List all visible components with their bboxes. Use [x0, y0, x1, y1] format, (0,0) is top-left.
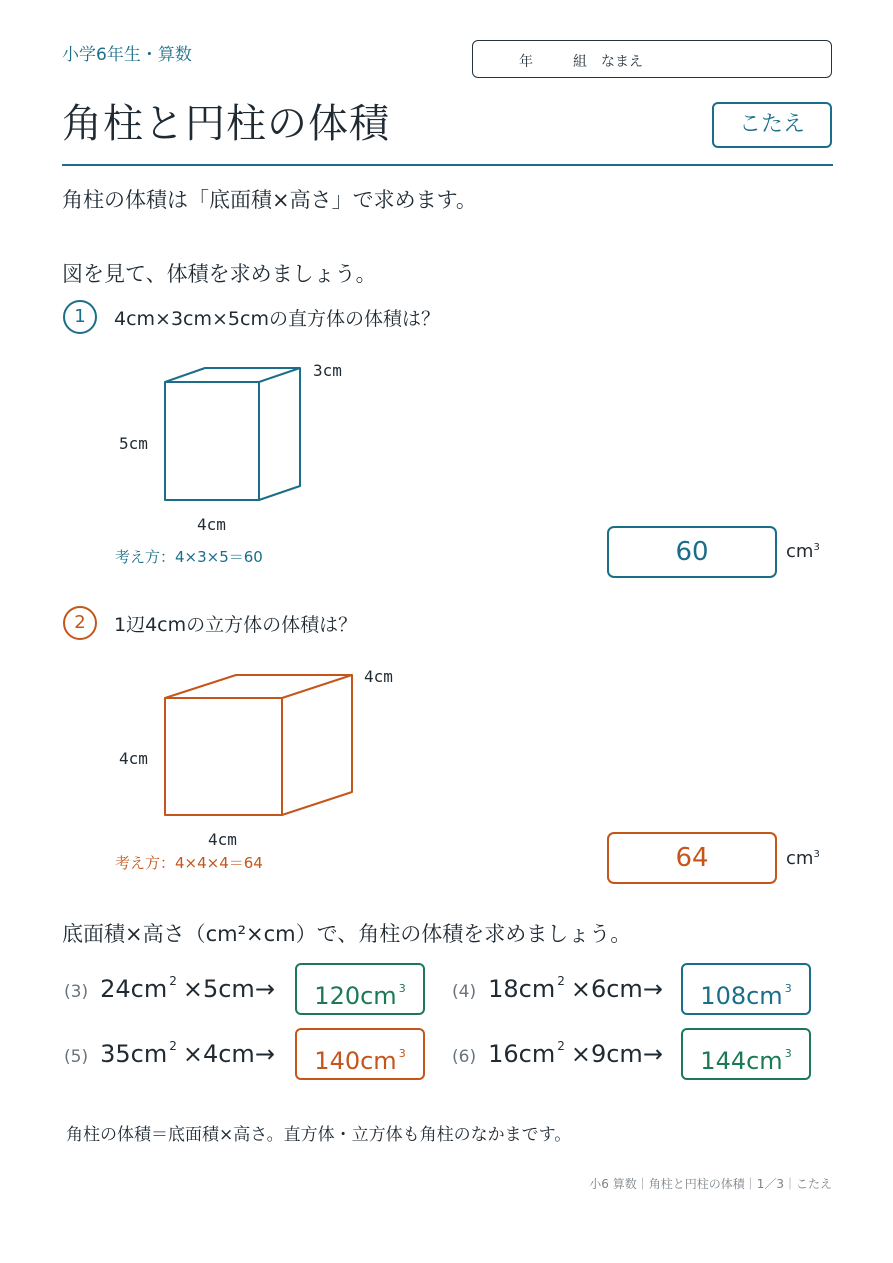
name-label: なまえ [601, 54, 643, 70]
problem-3: (3) 24cm $^2$ ×5cm→ [64, 974, 275, 1003]
summary-note: 角柱の体積＝底面積×高さ。直方体・立方体も角柱のなかまです。 [66, 1125, 572, 1145]
cuboid-figure [150, 360, 320, 510]
page-title: 角柱と円柱の体積 [62, 101, 390, 147]
cube-side-face [282, 675, 352, 815]
problem-5: (5) 35cm $^2$ ×4cm→ [64, 1039, 275, 1068]
cuboid-width-label: 4cm [197, 515, 226, 534]
problem-6-number: (6) [452, 1047, 477, 1067]
cube-depth-label: 4cm [364, 667, 393, 686]
cuboid-front-face [165, 382, 259, 500]
question-1-unit: $cm^3$ [786, 541, 820, 562]
problem-4-answer-box[interactable]: 108cm $^3$ [681, 963, 811, 1015]
question-1-number: 1 [63, 300, 97, 334]
problem-4-number: (4) [452, 982, 477, 1002]
problem-3-answer-box[interactable]: 120cm $^3$ [295, 963, 425, 1015]
name-box[interactable] [472, 40, 832, 78]
cube-front-face [165, 698, 282, 815]
cuboid-depth-label: 3cm [313, 361, 342, 380]
cuboid-top-face [165, 368, 300, 382]
problem-5-number: (5) [64, 1047, 89, 1067]
question-2-text: 1辺4cmの立方体の体積は？ [114, 614, 358, 636]
question-2-answer-box[interactable]: 64 [607, 832, 777, 884]
title-divider [62, 164, 833, 166]
problem-6: (6) 16cm $^2$ ×9cm→ [452, 1039, 663, 1068]
question-1-text: 4cm×3cm×5cmの直方体の体積は？ [114, 308, 440, 330]
question-2-method: 考え方：4×4×4＝64 [115, 854, 263, 872]
year-label: 年 [519, 54, 533, 70]
cuboid-side-face [259, 368, 300, 500]
problem-4: (4) 18cm $^2$ ×6cm→ [452, 974, 663, 1003]
page-footer: 小6 算数｜角柱と円柱の体積｜1／3｜こたえ [589, 1177, 832, 1191]
cube-top-face [165, 675, 352, 698]
grade-subject: 小学6年生・算数 [62, 45, 192, 65]
intro-text: 角柱の体積は「底面積×高さ」で求めます。 [62, 188, 477, 212]
question-1-method: 考え方：4×3×5＝60 [115, 548, 263, 566]
question-2-number: 2 [63, 606, 97, 640]
problem-5-answer-box[interactable]: 140cm $^3$ [295, 1028, 425, 1080]
question-2-unit: $cm^3$ [786, 848, 820, 869]
cuboid-height-label: 5cm [119, 434, 148, 453]
cube-width-label: 4cm [208, 830, 237, 849]
class-label: 組 [573, 54, 587, 70]
answer-badge: こたえ [712, 102, 832, 148]
question-1-answer-box[interactable]: 60 [607, 526, 777, 578]
figure-instruction: 図を見て、体積を求めましょう。 [62, 262, 377, 286]
problem-6-answer-box[interactable]: 144cm $^3$ [681, 1028, 811, 1080]
problems-instruction: 底面積×高さ（cm²×cm）で、角柱の体積を求めましょう。 [62, 922, 632, 946]
problem-3-number: (3) [64, 982, 89, 1002]
cube-figure [150, 666, 370, 826]
cube-height-label: 4cm [119, 749, 148, 768]
